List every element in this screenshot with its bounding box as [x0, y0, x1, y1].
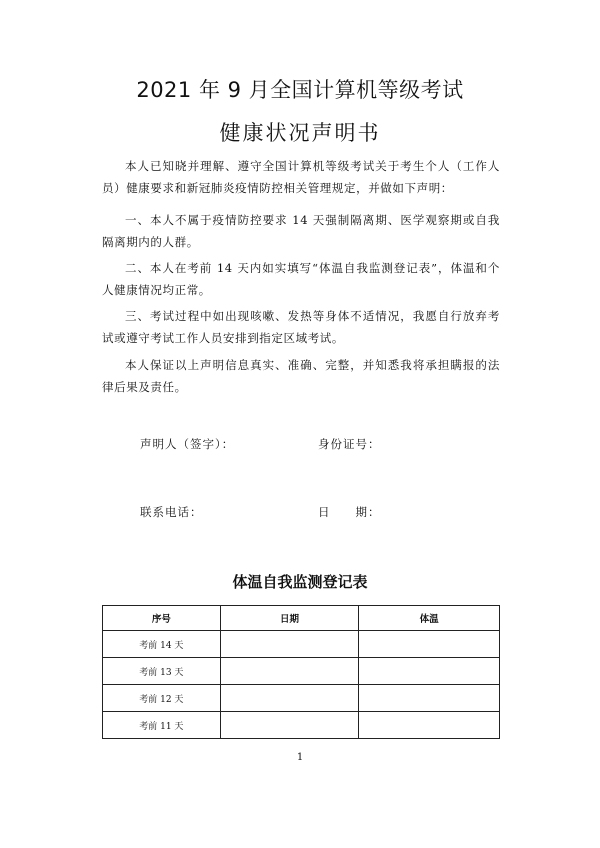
paragraph-intro: 本人已知晓并理解、遵守全国计算机等级考试关于考生个人（工作人员）健康要求和新冠肺炎疫情防控相关管理规定，并做如下声明： [102, 159, 500, 195]
page-number: 1 [296, 752, 304, 763]
row-label: 考前 11 天 [103, 712, 221, 739]
row-label: 考前 14 天 [103, 631, 221, 658]
date-cell[interactable] [220, 685, 359, 712]
table-header-row [103, 606, 500, 631]
document-subtitle: 健康状况声明书 [219, 121, 381, 145]
date-label: 日 期： [318, 505, 381, 519]
phone-label: 联系电话： [140, 505, 203, 519]
paragraph-declaration-3: 三、考试过程中如出现咳嗽、发热等身体不适情况，我愿自行放弃考试或遵守考试工作人员安排到指定区域考试。 [102, 309, 500, 345]
date-cell[interactable] [220, 658, 359, 685]
row-label: 考前 12 天 [103, 685, 221, 712]
temperature-cell[interactable] [359, 712, 500, 739]
header-index: 序号 [103, 606, 221, 631]
date-cell[interactable] [220, 712, 359, 739]
table-row [103, 658, 500, 685]
paragraph-guarantee: 本人保证以上声明信息真实、准确、完整，并知悉我将承担瞒报的法律后果及责任。 [102, 358, 500, 394]
paragraph-declaration-1: 一、本人不属于疫情防控要求 14 天强制隔离期、医学观察期或自我隔离期内的人群。 [102, 213, 500, 249]
row-label: 考前 13 天 [103, 658, 221, 685]
temperature-cell[interactable] [359, 658, 500, 685]
document-title: 2021 年 9 月全国计算机等级考试 [136, 78, 464, 102]
id-number-label: 身份证号： [318, 437, 381, 451]
table-row [103, 712, 500, 739]
temperature-cell[interactable] [359, 631, 500, 658]
paragraph-declaration-2: 二、本人在考前 14 天内如实填写“体温自我监测登记表”，体温和个人健康情况均正常。 [102, 261, 500, 297]
temperature-cell[interactable] [359, 685, 500, 712]
table-row [103, 685, 500, 712]
temperature-log-table [102, 605, 500, 739]
table-row [103, 631, 500, 658]
header-temperature: 体温 [359, 606, 500, 631]
date-cell[interactable] [220, 631, 359, 658]
declarant-signature-label: 声明人（签字）： [140, 437, 235, 451]
header-date: 日期 [220, 606, 359, 631]
table-title: 体温自我监测登记表 [232, 573, 368, 591]
